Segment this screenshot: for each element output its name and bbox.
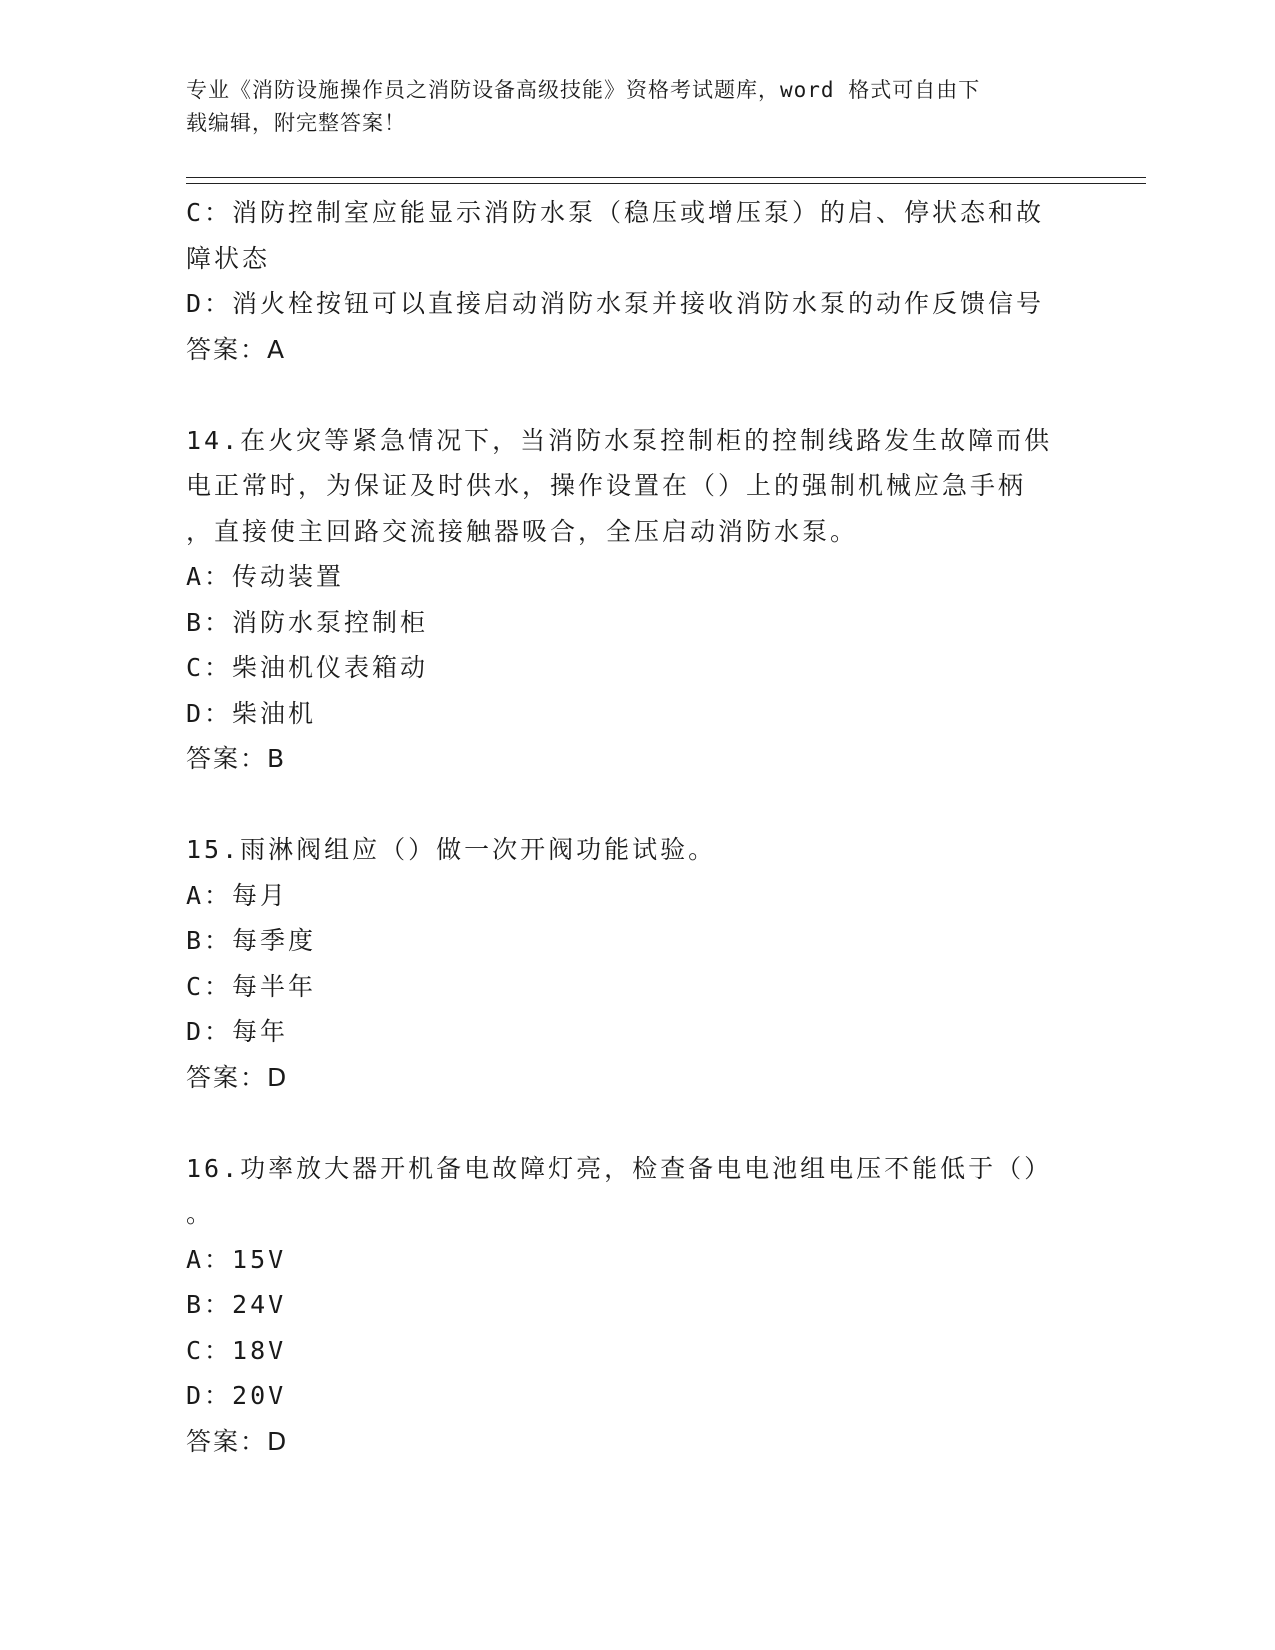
- question-stem-continued: 电正常时，为保证及时供水，操作设置在（）上的强制机械应急手柄: [186, 471, 1027, 500]
- option-c: C：每半年: [186, 971, 317, 1001]
- question-16: [186, 1146, 1086, 1465]
- question-stem: 14.在火灾等紧急情况下，当消防水泵控制柜的控制线路发生故障而供: [186, 425, 1053, 455]
- spacer: [186, 1100, 1086, 1146]
- question-14: [186, 418, 1086, 782]
- option-b: B：24V: [186, 1290, 287, 1319]
- option-a: A：传动装置: [186, 562, 345, 591]
- option-c-continued: 障状态: [186, 243, 271, 273]
- option-d: D：20V: [186, 1381, 287, 1410]
- question-stem-continued: ，直接使主回路交流接触器吸合，全压启动消防水泵。: [186, 516, 859, 546]
- option-b: B：每季度: [186, 926, 317, 955]
- question-stem: 16.功率放大器开机备电故障灯亮，检查备电电池组电压不能低于（）: [186, 1153, 1053, 1183]
- option-c: C：18V: [186, 1335, 287, 1365]
- header-rule-top: [186, 177, 1146, 178]
- option-b: B：消防水泵控制柜: [186, 607, 429, 637]
- answer: 答案：A: [186, 334, 287, 364]
- option-c: C：消防控制室应能显示消防水泵（稳压或增压泵）的启、停状态和故: [186, 198, 1045, 227]
- option-d: D：柴油机: [186, 698, 317, 728]
- option-a: A：15V: [186, 1244, 287, 1274]
- question-stem: 15.雨淋阀组应（）做一次开阀功能试验。: [186, 835, 717, 864]
- header-rule-bottom: [186, 183, 1146, 184]
- answer: 答案：D: [186, 1062, 289, 1092]
- option-a: A：每月: [186, 880, 289, 910]
- option-d: D：每年: [186, 1017, 289, 1046]
- question-15: [186, 827, 1086, 1100]
- spacer: [186, 372, 1086, 418]
- question-13-tail: [186, 190, 1086, 372]
- option-d: D：消火栓按钮可以直接启动消防水泵并接收消防水泵的动作反馈信号: [186, 289, 1045, 318]
- header-line-1: 专业《消防设施操作员之消防设备高级技能》资格考试题库，word 格式可自由下: [186, 78, 981, 102]
- spacer: [186, 782, 1086, 828]
- answer: 答案：D: [186, 1426, 289, 1456]
- header-line-2: 载编辑，附完整答案！: [186, 111, 406, 135]
- question-list: [186, 190, 1086, 1464]
- document-header: [186, 74, 1066, 140]
- option-c: C：柴油机仪表箱动: [186, 653, 429, 682]
- question-stem-continued: 。: [186, 1199, 215, 1228]
- answer: 答案：B: [186, 744, 287, 773]
